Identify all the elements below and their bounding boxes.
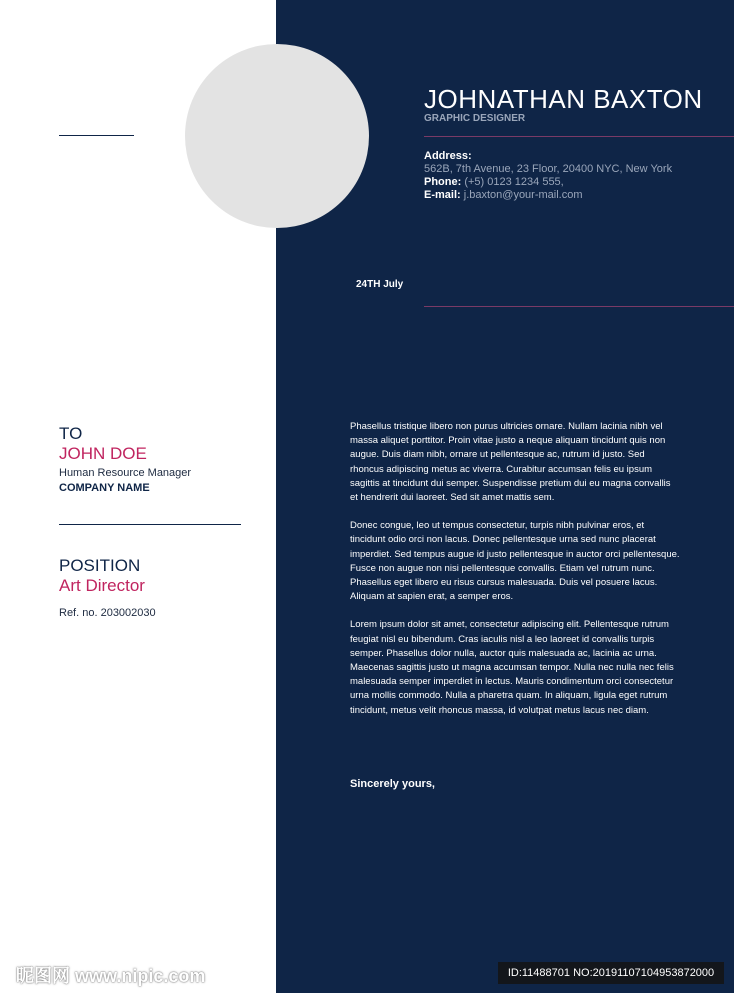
body-paragraph-3: Lorem ipsum dolor sit amet, consectetur adipiscing elit. Pellentesque rutrum feugiat nisl eu bibendum. Cras iaculis nisl a leo laoreet id convallis turpis semper. Phasellus dolor nulla, auctor quis malesuada ac, lacinia ac urna. Maecenas sagittis justo ut magna accumsan tempor. Nulla nec nulla nec felis malesuada semper imperdiet in lectus. Mauris condimentum orci consectetur urna mollis commodo. Nulla a pharetra quam. In aliquam, ligula eget rutrum tincidunt, metus velit rhoncus massa, id volutpat metus lacus nec diam.: [350, 619, 674, 716]
contact-block: [424, 150, 672, 202]
signoff: Sincerely yours,: [350, 778, 435, 790]
letter-body: [350, 420, 680, 732]
body-paragraph-1: Phasellus tristique libero non purus ultricies ornare. Nullam lacinia nibh vel massa aliquet porttitor. Proin vitae justo a neque aliquam tincidunt quis non augue. Duis diam nibh, ornare ut pellentesque ac, rutrum id justo. Sed rhoncus adipiscing metus ac viverra. Curabitur accumsan felis eu ipsum sagittis at tincidunt dui semper. Suspendisse pretium dui eu magna convallis et hendrerit dui laoreet. Sed sit amet mattis sem.: [350, 421, 671, 504]
address-label: Address:: [424, 150, 472, 162]
position-label: POSITION: [59, 556, 141, 575]
left-middle-divider: [59, 524, 241, 525]
address-value: 562B, 7th Avenue, 23 Floor, 20400 NYC, New York: [424, 163, 673, 175]
position-value: Art Director: [59, 576, 145, 595]
applicant-title: GRAPHIC DESIGNER: [424, 113, 526, 124]
phone-label: Phone:: [424, 176, 462, 188]
to-label: TO: [59, 424, 83, 443]
email-label: E-mail:: [424, 189, 461, 201]
reference-number: Ref. no. 203002030: [59, 607, 156, 619]
date-divider: [424, 306, 734, 307]
applicant-name: JOHNATHAN BAXTON: [424, 84, 703, 114]
id-watermark: ID:11488701 NO:20191107104953872000: [498, 962, 724, 984]
site-watermark: 昵图网 www.nipic.com: [16, 966, 206, 986]
body-paragraph-2: Donec congue, leo ut tempus consectetur, turpis nibh pulvinar eros, et tincidunt odio orci non lacus. Donec pellentesque urna sed nunc placerat imperdiet. Sed tempus augue id justo pellentesque in auctor orci pellentesque. Fusce non augue non nisi pellentesque convallis. Etiam vel rutrum nunc. Phasellus eget libero eu risus cursus malesuada. Duis vel posuere lacus. Aliquam at sapien erat, a semper eros.: [350, 520, 680, 603]
recipient-company: COMPANY NAME: [59, 482, 150, 494]
profile-photo-placeholder: [185, 44, 369, 228]
email-value: j.baxton@your-mail.com: [463, 189, 583, 201]
phone-value: (+5) 0123 1234 555,: [464, 176, 564, 188]
recipient-role: Human Resource Manager: [59, 467, 192, 479]
letter-date: 24TH July: [356, 279, 404, 290]
left-top-divider: [59, 135, 134, 136]
header-divider: [424, 136, 734, 137]
recipient-name: JOHN DOE: [59, 444, 147, 463]
